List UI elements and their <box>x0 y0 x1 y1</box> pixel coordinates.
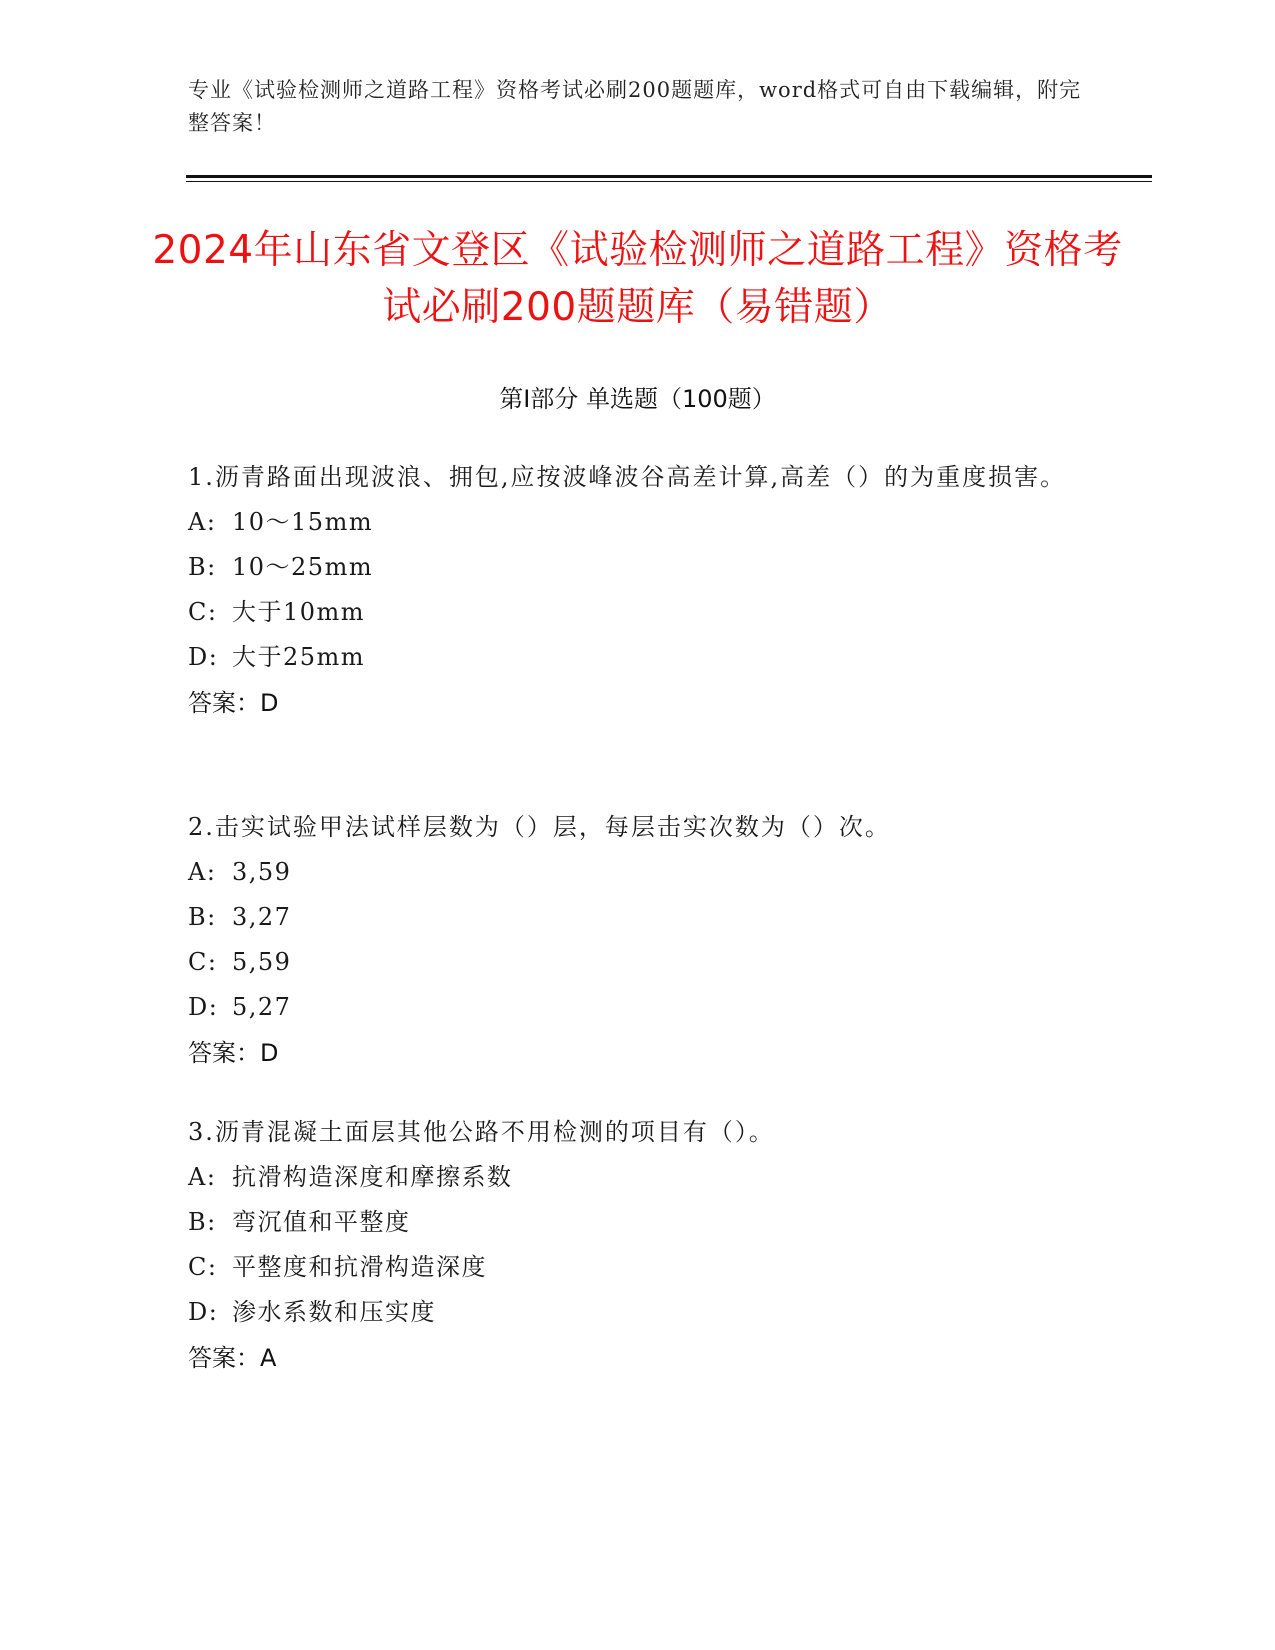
option-d <box>188 985 1078 1030</box>
option-letter: B: <box>188 903 217 931</box>
question-2 <box>188 805 1078 1076</box>
option-text: 大于10mm <box>232 598 366 626</box>
option-text: 渗水系数和压实度 <box>232 1298 436 1326</box>
option-b <box>188 545 1078 590</box>
header-divider-thick <box>186 175 1152 178</box>
option-a <box>188 850 1078 895</box>
answer-line: 答案：D <box>188 689 279 717</box>
option-text: 3,27 <box>232 903 292 931</box>
option-text: 抗滑构造深度和摩擦系数 <box>232 1163 513 1191</box>
option-c <box>188 940 1078 985</box>
answer-line: 答案：D <box>188 1039 279 1067</box>
option-letter: C: <box>188 1253 218 1281</box>
section-heading: 第Ⅰ部分 单选题（100题） <box>499 385 776 413</box>
option-text: 5,27 <box>232 993 292 1021</box>
question-stem: 2.击实试验甲法试样层数为（）层，每层击实次数为（）次。 <box>188 813 891 841</box>
option-text: 3,59 <box>232 858 292 886</box>
option-text: 大于25mm <box>232 643 366 671</box>
option-letter: C: <box>188 598 218 626</box>
answer-line: 答案：A <box>188 1344 277 1372</box>
option-letter: A: <box>188 858 217 886</box>
option-text: 平整度和抗滑构造深度 <box>232 1253 487 1281</box>
option-text: 弯沉值和平整度 <box>232 1208 411 1236</box>
option-text: 10～25mm <box>232 553 374 581</box>
option-letter: B: <box>188 553 217 581</box>
option-c <box>188 1245 1078 1290</box>
option-text: 5,59 <box>232 948 292 976</box>
option-text: 10～15mm <box>232 508 374 536</box>
option-b <box>188 895 1078 940</box>
option-letter: D: <box>188 643 219 671</box>
document-title: 2024年山东省文登区《试验检测师之道路工程》资格考试必刷200题题库（易错题） <box>152 228 1123 330</box>
question-stem: 3.沥青混凝土面层其他公路不用检测的项目有（）。 <box>188 1118 775 1146</box>
option-c <box>188 590 1078 635</box>
option-letter: D: <box>188 1298 219 1326</box>
option-a <box>188 500 1078 545</box>
option-letter: B: <box>188 1208 217 1236</box>
option-b <box>188 1200 1078 1245</box>
option-letter: D: <box>188 993 219 1021</box>
option-letter: C: <box>188 948 218 976</box>
header-note: 专业《试验检测师之道路工程》资格考试必刷200题题库，word格式可自由下载编辑，附完整答案！ <box>188 78 1082 135</box>
option-d <box>188 635 1078 680</box>
option-letter: A: <box>188 508 217 536</box>
question-3 <box>188 1110 1078 1381</box>
question-stem: 1.沥青路面出现波浪、拥包,应按波峰波谷高差计算,高差（）的为重度损害。 <box>188 463 1067 491</box>
header-divider-thin <box>186 181 1152 182</box>
option-d <box>188 1290 1078 1335</box>
option-a <box>188 1155 1078 1200</box>
question-1 <box>188 455 1078 726</box>
option-letter: A: <box>188 1163 217 1191</box>
